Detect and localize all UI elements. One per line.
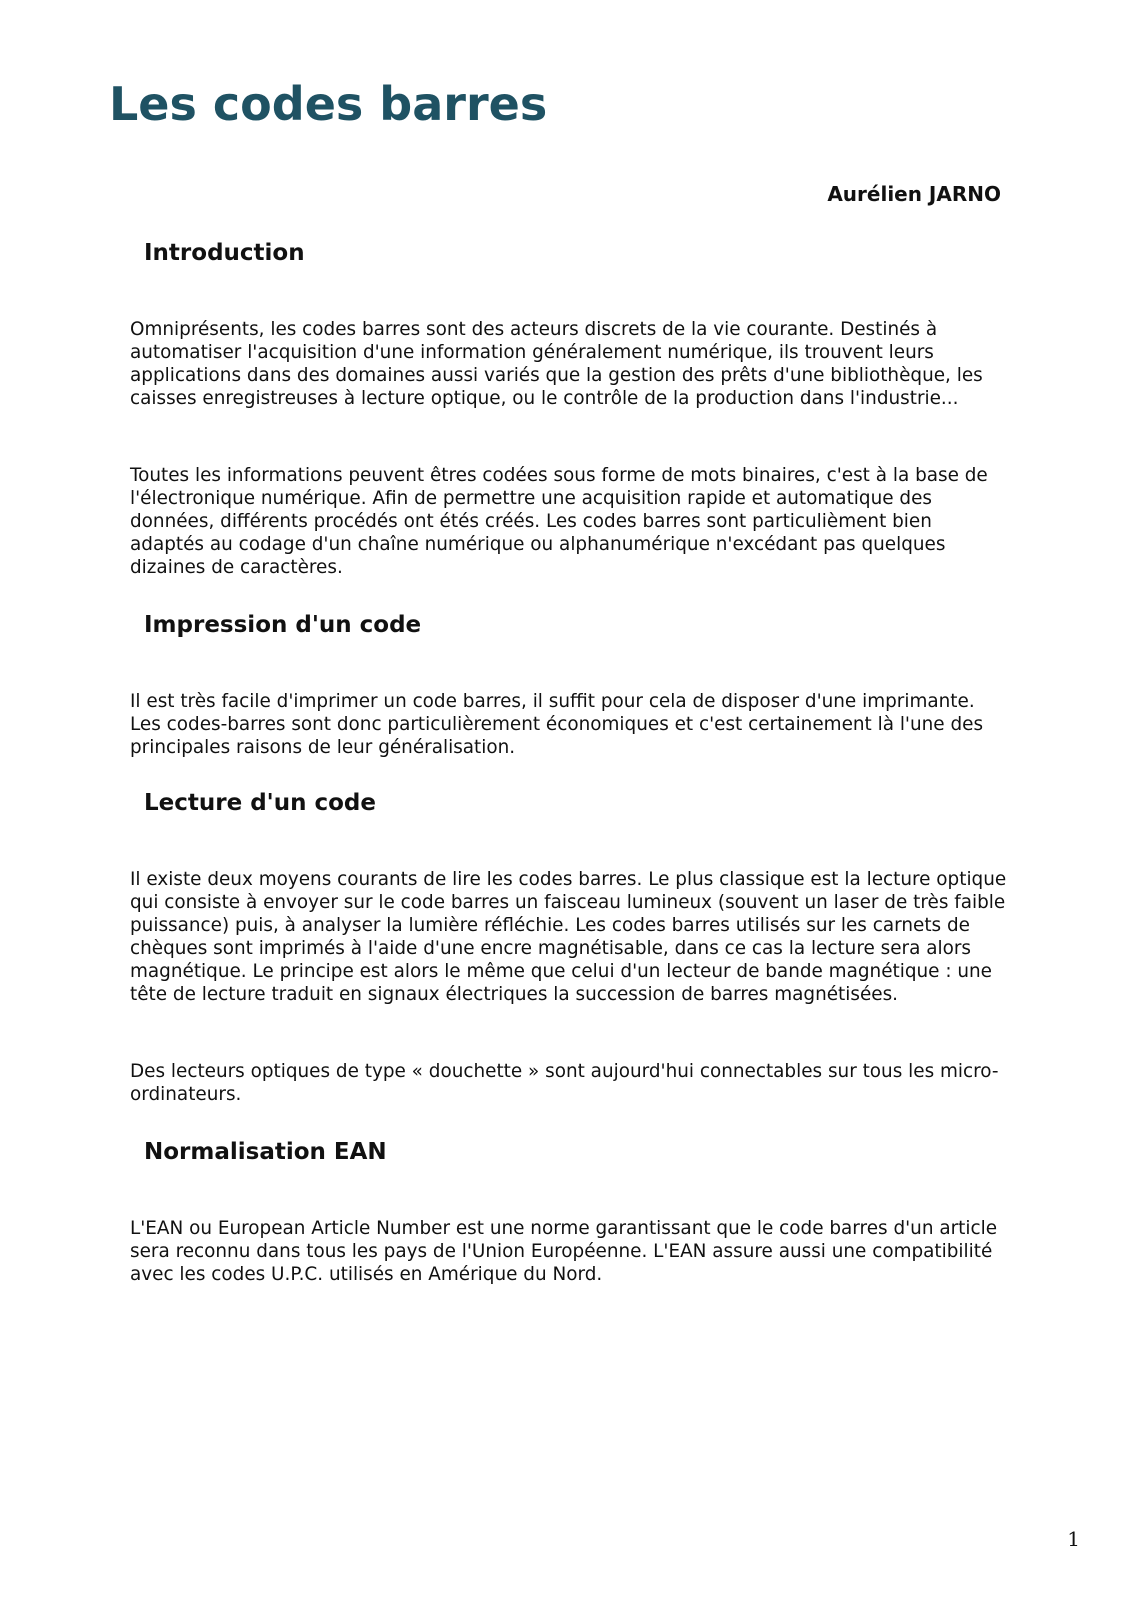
paragraph-normalisation-ean-1: L'EAN ou European Article Number est une norme garantissant que le code barres d'un article sera reconnu dans tous les pays de l'Union Européenne. L'EAN assure aussi une compatibilité avec les codes U.P.C. utilisés en Amérique du Nord. (130, 1218, 998, 1285)
author-name: Aurélien JARNO (827, 182, 1001, 206)
paragraph-impression-1: Il est très facile d'imprimer un code barres, il suffit pour cela de disposer d'une imprimante. Les codes-barres sont donc particulièrement économiques et c'est certainement là l'une des principales raisons de leur généralisation. (130, 691, 984, 758)
section-heading-lecture: Lecture d'un code (144, 790, 376, 816)
paragraph-introduction-1: Omniprésents, les codes barres sont des acteurs discrets de la vie courante. Destinés à automatiser l'acquisition d'une information généralement numérique, ils trouvent leurs applications dans des domaines aussi variés que la gestion des prêts d'une bibliothèque, les caisses enregistreuses à lecture optique, ou le contrôle de la production dans l'industrie... (130, 319, 983, 409)
section-heading-introduction: Introduction (144, 240, 305, 266)
section-heading-impression: Impression d'un code (144, 612, 422, 638)
document-title: Les codes barres (109, 77, 548, 131)
paragraph-lecture-1: Il existe deux moyens courants de lire les codes barres. Le plus classique est la lecture optique qui consiste à envoyer sur le code barres un faisceau lumineux (souvent un laser de très faible puissance) puis, à analyser la lumière réfléchie. Les codes barres utilisés sur les carnets de chèques sont imprimés à l'aide d'une encre magnétisable, dans ce cas la lecture sera alors magnétique. Le principe est alors le même que celui d'un lecteur de bande magnétique : une tête de lecture traduit en signaux électriques la succession de barres magnétisées. (130, 869, 1007, 1005)
paragraph-introduction-2: Toutes les informations peuvent êtres codées sous forme de mots binaires, c'est à la base de l'électronique numérique. Afin de permettre une acquisition rapide et automatique des données, différents procédés ont étés créés. Les codes barres sont particulièment bien adaptés au codage d'un chaîne numérique ou alphanumérique n'excédant pas quelques dizaines de caractères. (130, 465, 988, 578)
paragraph-lecture-2: Des lecteurs optiques de type « douchette » sont aujourd'hui connectables sur tous les micro-ordinateurs. (130, 1061, 999, 1105)
section-heading-normalisation-ean: Normalisation EAN (144, 1139, 387, 1165)
page-number: 1 (1067, 1527, 1080, 1551)
